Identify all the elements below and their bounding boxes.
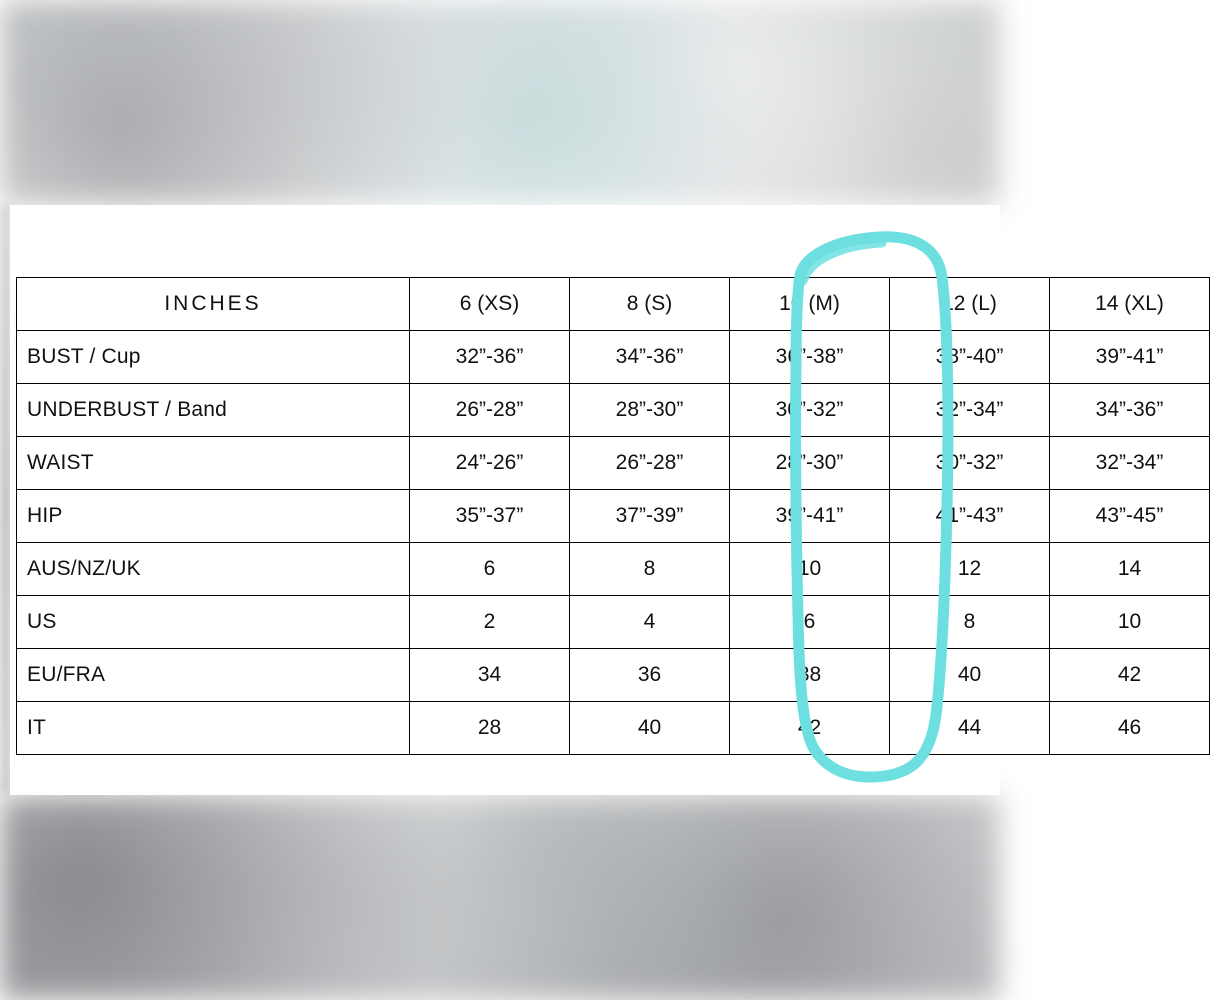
table-row: [17, 384, 1210, 437]
cell-us-xs: 2: [410, 596, 570, 649]
cell-eufra-s: 36: [570, 649, 730, 702]
cell-bust-xl: 39”-41”: [1050, 331, 1210, 384]
table-header-row: [17, 278, 1210, 331]
cell-underbust-xs: 26”-28”: [410, 384, 570, 437]
cell-eufra-xl: 42: [1050, 649, 1210, 702]
cell-it-s: 40: [570, 702, 730, 755]
cell-ausnzuk-s: 8: [570, 543, 730, 596]
row-label-eu-fra: EU/FRA: [17, 649, 410, 702]
cell-underbust-m: 30”-32”: [730, 384, 890, 437]
column-header-size-l: 12 (L): [890, 278, 1050, 331]
column-header-inches: INCHES: [17, 278, 410, 331]
cell-underbust-xl: 34”-36”: [1050, 384, 1210, 437]
row-label-bust: BUST / Cup: [17, 331, 410, 384]
cell-eufra-xs: 34: [410, 649, 570, 702]
table-row: [17, 331, 1210, 384]
cell-us-s: 4: [570, 596, 730, 649]
cell-ausnzuk-m: 10: [730, 543, 890, 596]
table-row: [17, 596, 1210, 649]
cell-it-xs: 28: [410, 702, 570, 755]
cell-bust-m: 36”-38”: [730, 331, 890, 384]
row-label-aus-nz-uk: AUS/NZ/UK: [17, 543, 410, 596]
row-label-underbust: UNDERBUST / Band: [17, 384, 410, 437]
cell-waist-l: 30”-32”: [890, 437, 1050, 490]
column-header-size-m: 10 (M): [730, 278, 890, 331]
cell-underbust-s: 28”-30”: [570, 384, 730, 437]
blurred-background-bottom: [0, 795, 1000, 1000]
column-header-size-xs: 6 (XS): [410, 278, 570, 331]
cell-ausnzuk-xl: 14: [1050, 543, 1210, 596]
cell-hip-l: 41”-43”: [890, 490, 1050, 543]
table-row: [17, 649, 1210, 702]
cell-hip-xl: 43”-45”: [1050, 490, 1210, 543]
cell-bust-s: 34”-36”: [570, 331, 730, 384]
row-label-waist: WAIST: [17, 437, 410, 490]
cell-eufra-l: 40: [890, 649, 1050, 702]
size-chart-card: [10, 205, 1164, 795]
cell-ausnzuk-l: 12: [890, 543, 1050, 596]
cell-eufra-m: 38: [730, 649, 890, 702]
column-header-size-s: 8 (S): [570, 278, 730, 331]
cell-waist-xs: 24”-26”: [410, 437, 570, 490]
row-label-it: IT: [17, 702, 410, 755]
column-header-size-xl: 14 (XL): [1050, 278, 1210, 331]
table-row: [17, 437, 1210, 490]
row-label-hip: HIP: [17, 490, 410, 543]
cell-waist-m: 28”-30”: [730, 437, 890, 490]
table-row: [17, 490, 1210, 543]
cell-us-l: 8: [890, 596, 1050, 649]
table-row: [17, 543, 1210, 596]
cell-bust-xs: 32”-36”: [410, 331, 570, 384]
size-chart-table: [16, 277, 1210, 755]
table-row: [17, 702, 1210, 755]
cell-waist-xl: 32”-34”: [1050, 437, 1210, 490]
cell-hip-xs: 35”-37”: [410, 490, 570, 543]
cell-bust-l: 38”-40”: [890, 331, 1050, 384]
cell-underbust-l: 32”-34”: [890, 384, 1050, 437]
cell-hip-m: 39”-41”: [730, 490, 890, 543]
cell-it-m: 42: [730, 702, 890, 755]
cell-ausnzuk-xs: 6: [410, 543, 570, 596]
cell-it-l: 44: [890, 702, 1050, 755]
row-label-us: US: [17, 596, 410, 649]
cell-us-xl: 10: [1050, 596, 1210, 649]
cell-it-xl: 46: [1050, 702, 1210, 755]
blurred-background-top: [0, 0, 1000, 205]
cell-waist-s: 26”-28”: [570, 437, 730, 490]
cell-us-m: 6: [730, 596, 890, 649]
cell-hip-s: 37”-39”: [570, 490, 730, 543]
